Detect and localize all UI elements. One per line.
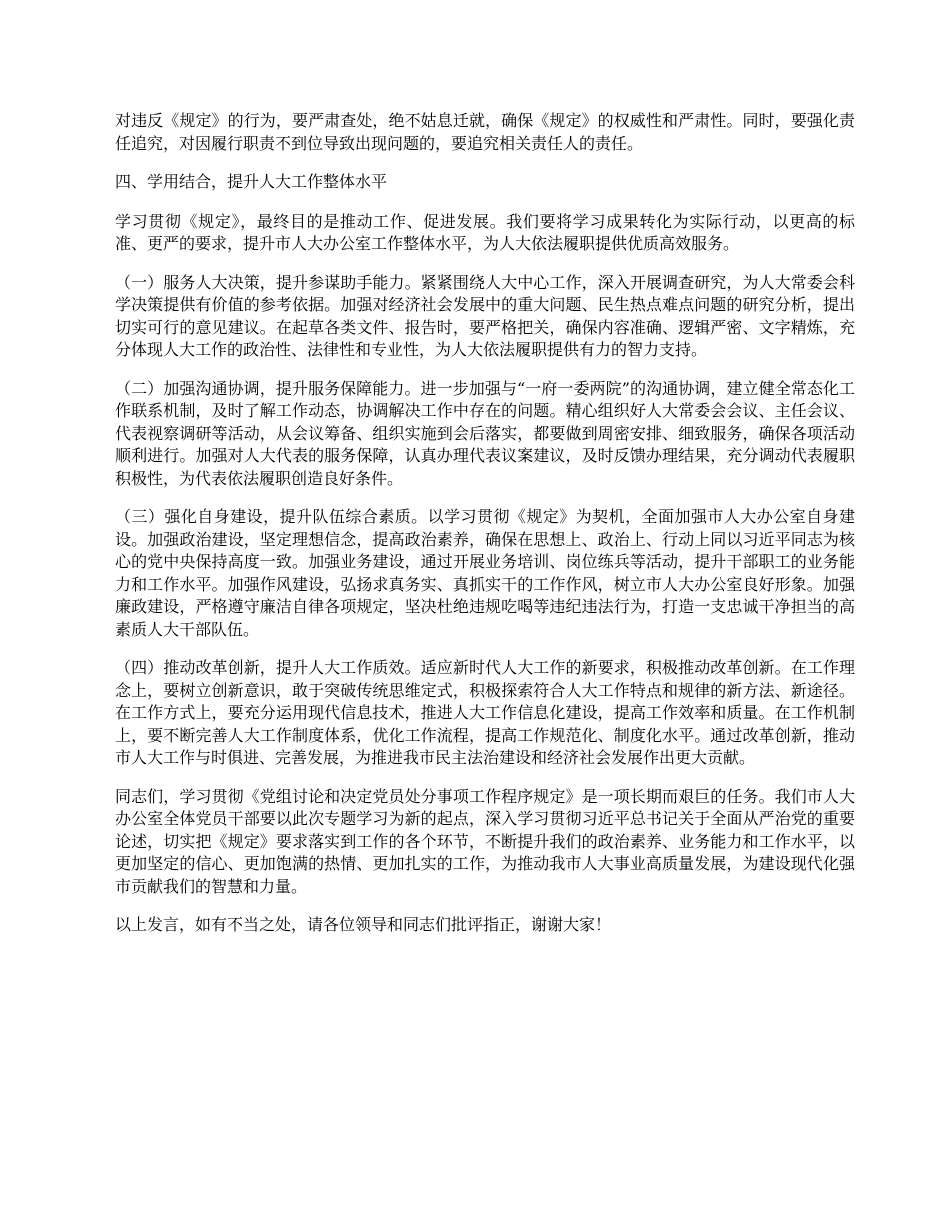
paragraph-section-intro: 学习贯彻《规定》，最终目的是推动工作、促进发展。我们要将学习成果转化为实际行动，以更高的标准、更严的要求，提升市人大办公室工作整体水平，为人大依法履职提供优质高效服务。 — [115, 211, 855, 253]
section-heading-four: 四、学用结合，提升人大工作整体水平 — [115, 172, 388, 191]
paragraph-item-two: （二）加强沟通协调，提升服务保障能力。进一步加强与“一府一委两院”的沟通协调，建立健全常态化工作联系机制，及时了解工作动态，协调解决工作中存在的问题。精心组织好人大常委会会议、主任会议、代表视察调研等活动，从会议筹备、组织实施到会后落实，都要做到周密安排、细致服务，确保各项活动顺利进行。加强对人大代表的服务保障，认真办理代表议案建议，及时反馈办理结果，充分调动代表履职积极性，为代表依法履职创造良好条件。 — [115, 378, 855, 488]
document-page — [115, 110, 855, 953]
paragraph-accountability: 对违反《规定》的行为，要严肃查处，绝不姑息迁就，确保《规定》的权威性和严肃性。同时，要强化责任追究，对因履行职责不到位导致出现问题的，要追究相关责任人的责任。 — [115, 111, 855, 153]
paragraph-conclusion: 同志们，学习贯彻《党组讨论和决定党员处分事项工作程序规定》是一项长期而艰巨的任务。我们市人大办公室全体党员干部要以此次专题学习为新的起点，深入学习贯彻习近平总书记关于全面从严治党的重要论述，切实把《规定》要求落实到工作的各个环节，不断提升我们的政治素养、业务能力和工作水平，以更加坚定的信心、更加饱满的热情、更加扎实的工作，为推动我市人大事业高质量发展，为建设现代化强市贡献我们的智慧和力量。 — [115, 786, 855, 896]
paragraph-item-three: （三）强化自身建设，提升队伍综合素质。以学习贯彻《规定》为契机，全面加强市人大办公室自身建设。加强政治建设，坚定理想信念，提高政治素养，确保在思想上、政治上、行动上同以习近平同志为核心的党中央保持高度一致。加强业务建设，通过开展业务培训、岗位练兵等活动，提升干部职工的业务能力和工作水平。加强作风建设，弘扬求真务实、真抓实干的工作作风，树立市人大办公室良好形象。加强廉政建设，严格遵守廉洁自律各项规定，坚决杜绝违规吃喝等违纪违法行为，打造一支忠诚干净担当的高素质人大干部队伍。 — [115, 507, 855, 639]
paragraph-closing: 以上发言，如有不当之处，请各位领导和同志们批评指正，谢谢大家！ — [115, 915, 612, 934]
paragraph-item-four: （四）推动改革创新，提升人大工作质效。适应新时代人大工作的新要求，积极推动改革创新。在工作理念上，要树立创新意识，敢于突破传统思维定式，积极探索符合人大工作特点和规律的新方法、新途径。在工作方式上，要充分运用现代信息技术，推进人大工作信息化建设，提高工作效率和质量。在工作机制上，要不断完善人大工作制度体系，优化工作流程，提高工作规范化、制度化水平。通过改革创新，推动市人大工作与时俱进、完善发展，为推进我市民主法治建设和经济社会发展作出更大贡献。 — [115, 658, 855, 767]
paragraph-item-one: （一）服务人大决策，提升参谋助手能力。紧紧围绕人大中心工作，深入开展调查研究，为人大常委会科学决策提供有价值的参考依据。加强对经济社会发展中的重大问题、民生热点难点问题的研究分析，提出切实可行的意见建议。在起草各类文件、报告时，要严格把关，确保内容准确、逻辑严密、文字精炼，充分体现人大工作的政治性、法律性和专业性，为人大依法履职提供有力的智力支持。 — [115, 272, 855, 359]
